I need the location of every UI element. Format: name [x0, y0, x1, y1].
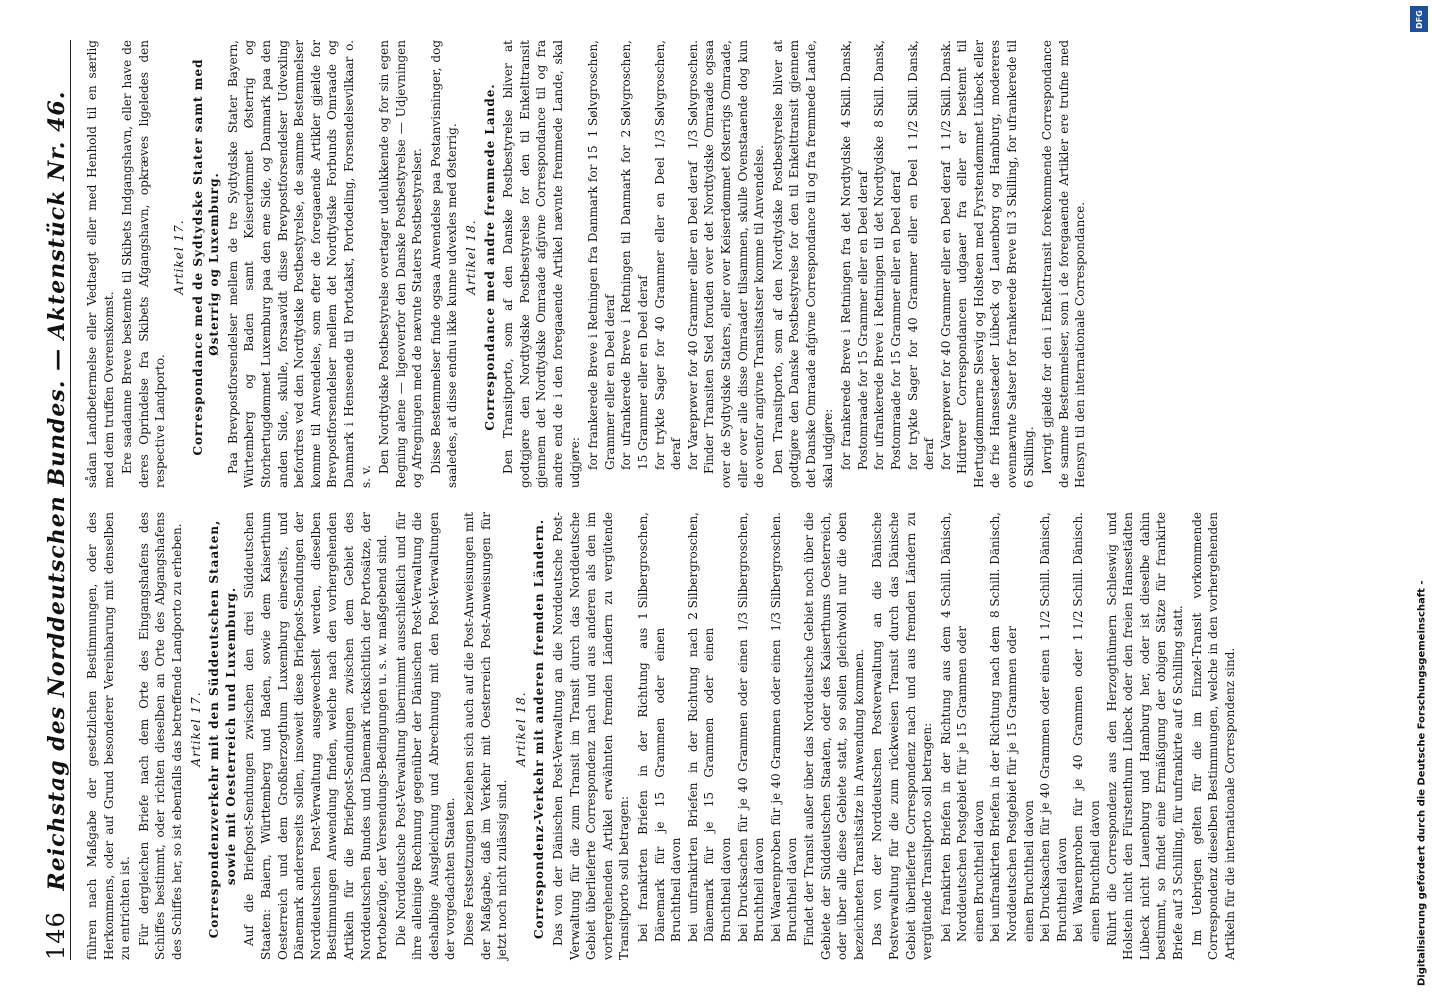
rate-line — [735, 512, 768, 960]
rate-value: 2 Silbergroschen, — [685, 512, 700, 620]
article-heading: Artikel 17. — [171, 219, 186, 295]
paragraph: führen nach Maßgabe der gesetzlichen Bestimmungen, oder des Herkommens, oder auf Grund besonderer Vereinbarung mit denselben zu entrichten ist. — [85, 512, 133, 960]
rate-value: 1 1/2 Schill. Dänisch. — [1071, 512, 1086, 642]
rate-label: for trykte Sager for 40 Grammer eller en Deel deraf — [652, 157, 684, 470]
paragraph: Diese Festsetzungen beziehen sich auch auf die Post-Anweisungen mit der Maßgabe, daß im Verkehr mit Oesterreich Post-Anweisungen für jetzt noch nicht zulässig sind. — [462, 512, 510, 960]
paragraph: Disse Bestemmelser finde ogsaa Anvendelse paa Postanvisninger, dog saaledes, at disse endnu ikke kunne udvexles med Østerrig. — [428, 40, 460, 488]
danish-column — [84, 40, 1091, 488]
paragraph: Die Norddeutsche Post-Verwaltung übernimmt ausschließlich und für ihre alleinige Rechnung gegenüber der Dänischen Post-Verwaltung die deshalbige Ausgleichung und Abrechnung mit den Post-Verwaltungen der vorgedachten Staaten. — [393, 512, 458, 960]
paragraph: Rührt die Correspondenz aus den Herzogthümern Schleswig und Holstein nicht den Fürstenthum Lübeck oder den freien Hansestädten Lübeck nicht Lauenburg und Hamburg her, oder ist dieselbe dahin bestimmt, so findet eine Ermäßigung der obigen Sätze für frankirte Briefe auf 3 Schilling, für unfrankirte auf 6 Schilling statt. — [1104, 512, 1185, 960]
rate-label: bei frankirten Briefen in der Richtung aus dem Norddeutschen Postgebiet für je 15 Grammen oder einen Bruchtheil davon — [938, 626, 986, 942]
page-header — [36, 40, 71, 960]
running-title: Reichstag des Norddeutschen Bundes. — Aktenstück Nr. 46. — [44, 90, 70, 891]
rate-label: bei Waarenproben für je 40 Grammen oder einen Bruchtheil davon — [1071, 649, 1103, 942]
rate-value: 1 1/2 Skill. Dansk. — [938, 40, 953, 151]
article-heading: Artikel 17. — [188, 691, 203, 767]
rate-label: for ufrankerede Breve i Retningen til Danmark for 15 Grammer eller en Deel deraf — [619, 145, 650, 470]
rate-value: 8 Schill. Dänisch, — [988, 512, 1003, 619]
rate-value: 1/3 Sølvgroschen, — [652, 40, 667, 150]
rate-line — [685, 40, 702, 488]
rate-value: 1 Silbergroschen, — [636, 512, 650, 620]
article-heading: Artikel 18. — [513, 691, 528, 767]
rate-line — [1070, 512, 1103, 960]
section-heading: Correspondenzverkehr mit den Süddeutschen Staaten, sowie mit Oesterreich und Luxemburg. — [207, 519, 238, 939]
rate-line — [685, 512, 735, 960]
rate-value: 1 1/2 Skill. Dansk, — [905, 40, 920, 151]
section-heading: Correspondance med andre fremmede Lande. — [482, 83, 497, 431]
section-heading: Correspondenz-Verkehr mit anderen fremden Ländern. — [532, 519, 547, 940]
dfg-credit: Digitalisierung gefördert durch die Deutsche Forschungsgemeinschaft - — [1417, 580, 1428, 986]
rate-label: for frankerede Breve i Retningen fra Danmark for 15 Grammer eller en Deel deraf — [586, 145, 617, 470]
rate-line — [618, 40, 651, 488]
paragraph: Findet der Transit außer über das Norddeutsche Gebiet noch über die Gebiete der Süddeutschen Staaten, oder des Kaiserthums Oesterreich, oder über alle diese Gebiete statt, so sollen gleichwohl nur die oben bezeichneten Transitsätze in Anwendung kommen. — [801, 512, 866, 960]
rate-line — [652, 40, 685, 488]
rate-label: bei frankirten Briefen in der Richtung aus Dänemark für je 15 Grammen oder einen Bruchtheil davon — [636, 627, 684, 942]
rate-line — [871, 40, 904, 488]
rate-value: 2 Sølvgroschen, — [619, 40, 634, 138]
rate-label: for frankerede Breve i Retningen fra det Nordtydske Postomraade for 15 Grammer eller en Deel deraf — [839, 135, 870, 470]
paragraph: Paa Brevpostforsendelser mellem de tre Sydtydske Stater Bayern, Würtemberg og Baden samt Keiserdømmet Østerrig og Storhertugdømmet Luxemburg paa den ene Side, og Danmark paa den anden Side, skulle, forsaavidt disse Brevpostforsendelser Udvexling befordres ved den Nordtydske Postbestyrelse, de samme Bestemmelser komme til Anvendelse, som efter de foregaaende Artikler gjælde for Brevpostforsendelser mellem det Nordtydske Forbunds Omraade og Danmark i Henseende til Portotakst, Portodeling, Forsendelsevilkaar o. s. v. — [225, 40, 373, 488]
paragraph: Auf die Briefpost-Sendungen zwischen den drei Süddeutschen Staaten: Baiern, Württemberg und Baden, sowie dem Kaiserthum Oesterreich und dem Großherzogthum Luxemburg einerseits, und Dänemark andererseits sollen, insoweit diese Briefpost-Sendungen der Norddeutschen Post-Verwaltung ausgewechselt werden, dieselben Bestimmungen Anwendung finden, welche nach den vorhergehenden Artikeln für die Briefpost-Sendungen zwischen dem Gebiet des Norddeutschen Bundes und Dänemark rücksichtlich der Portosätze, der Portobezüge, der Versendungs-Bedingungen u. s. w. maßgebend sind. — [242, 512, 390, 960]
dfg-sidebar — [1406, 0, 1432, 1000]
rate-label: bei Waarenproben für je 40 Grammen oder einen Bruchtheil davon — [768, 639, 800, 942]
paragraph: Im Uebrigen gelten für die im Einzel-Transit vorkommende Correspondenz dieselben Bestimmungen, welche in den vorhergehenden Artikeln für die internationale Correspondenz sind. — [1189, 512, 1237, 960]
page-number: 146 — [42, 911, 70, 960]
paragraph: Den Nordtydske Postbestyrelse overtager udelukkende og for sin egen Regning alene — ligeoverfor den Danske Postbestyrelse — Udjevningen og Afregningen med de nævnte Staters Postbestyrelser. — [377, 40, 425, 488]
rate-line — [905, 40, 938, 488]
section-heading: Correspondance med de Sydtydske Stater samt med Østerrig og Luxemburg. — [190, 58, 222, 456]
rate-line — [768, 512, 801, 960]
rate-value: 4 Skill. Dansk, — [839, 40, 854, 128]
rate-line — [938, 512, 988, 960]
rate-label: bei Drucksachen für je 40 Grammen oder einen Bruchtheil davon — [1038, 649, 1069, 942]
rate-label: bei unfrankirten Briefen in der Richtung nach dem Norddeutschen Postgebiet für je 15 Grammen oder einen Bruchtheil davon — [988, 626, 1036, 942]
rate-label: for Vareprøver for 40 Grammer eller en Deel deraf — [938, 161, 953, 470]
paragraph: Den Transitporto, som af den Nordtydske Postbestyrelse bliver at godtgjøre den Danske Postbestyrelse for den til Enkelttransit gjennem det Danske Omraade afgivne Correspondance til og fra fremmede Lande, skal udgjøre: — [770, 39, 835, 488]
paragraph: Hidrører Correspondancen udgaaer fra eller er bestemt til Hertugdømmerne Slesvig og Holsteen med Fyrstendømmet Lübeck eller de frie Hansestæder Lübeck og Lauenborg og Hamburg, modereres ovennævnte Satser for frankerede Breve til 3 Skilling, for ufrankerede til 6 Skilling. — [955, 40, 1036, 488]
rate-value: 1/3 Sølvgroschen. — [685, 40, 700, 150]
rate-value: 1/3 Silbergroschen, — [735, 512, 750, 632]
paragraph: Das von der Norddeutschen Postverwaltung an die Dänische Postverwaltung für die zum rückweisen Transit durch das Dänische Gebiet überlieferte Correspondenz nach und aus fremden Ländern zu vergütende Transitporto soll betragen: — [870, 512, 935, 960]
rate-line — [938, 40, 955, 488]
paragraph: Iøvrigt gjælde for den i Enkelttransit forekommende Correspondance de samme Bestemmelser, som i de foregaaende Artikler ere trufne med Hensyn til den internationale Correspondance. — [1040, 40, 1088, 488]
german-column — [84, 512, 1240, 960]
rate-label: bei unfrankirten Briefen in der Richtung nach Dänemark für je 15 Grammen oder einen Bruchtheil davon — [685, 627, 733, 942]
rate-line — [987, 512, 1037, 960]
rate-line — [1037, 512, 1070, 960]
rate-value: 1/3 Silbergroschen. — [768, 512, 783, 632]
rate-label: for ufrankerede Breve i Retningen til det Nordtydske Postomraade for 15 Grammer eller en Deel deraf — [872, 135, 903, 470]
paragraph: Den Transitporto, som af den Danske Postbestyrelse bliver at godtgjøre den Nordtydske Postbestyrelse for den til Enkelttransit gjennem det Nordtydske Omraade afgivne Correspondance til og fra andre end de i den foregaaende Artikel nævnte fremmede Lande, skal udgjøre: — [501, 40, 582, 488]
rate-label: for trykte Sager for 40 Grammer eller en Deel deraf — [905, 158, 937, 470]
rate-line — [838, 40, 871, 488]
paragraph: Für dergleichen Briefe nach dem Orte des Eingangshafens des Schiffes bestimmt, oder richten dieselben an Orte des Abgangshafens des Schiffes her, so ist ebenfalls das betreffende Landporto zu erheben. — [136, 512, 184, 960]
paragraph: sådan Landbetermelse eller Vedtaegt eller med Henhold til en særlig med dem truffen Overenskomst. — [85, 40, 116, 488]
paragraph: Finder Transiten Sted foruden over det Nordtydske Omraade ogsaa over de Sydtydske Staters, eller over Keiserdømmet Østerrigs Omraade, eller over alle disse Omraader tilsammen, skulle Ovenstaaende dog kun de ovenfor angivne Transitsatser komme til Anvendelse. — [702, 40, 767, 488]
rate-value: 4 Schill. Dänisch, — [938, 512, 953, 619]
article-heading: Artikel 18. — [464, 219, 479, 295]
dfg-logo: DFG — [1410, 6, 1428, 32]
rate-value: 1 Sølvgroschen, — [586, 40, 601, 138]
rate-line — [635, 512, 685, 960]
rate-label: for Vareprøver for 40 Grammer eller en Deel deraf — [685, 161, 700, 470]
rate-label: bei Drucksachen für je 40 Grammen oder einen Bruchtheil davon — [735, 639, 767, 942]
paragraph: Das von der Dänischen Post-Verwaltung an die Norddeutsche Post-Verwaltung für die zum Transit im Transit durch das Norddeutsche Gebiet überlieferte Correspondenz nach und aus anderen als den im vorhergehenden Artikel erwähnten fremden Ländern zu vergütende Transitporto soll betragen: — [551, 512, 632, 960]
rate-value: 1 1/2 Schill. Dänisch, — [1038, 512, 1053, 642]
rate-value: 8 Skill. Dansk, — [872, 40, 887, 128]
rate-line — [585, 40, 618, 488]
paragraph: Ere saadanne Breve bestemte til Skibets Indgangshavn, eller have de deres Oprindelse fra Skibets Afgangshavn, opkræves ligeledes den respective Landporto. — [120, 40, 168, 488]
